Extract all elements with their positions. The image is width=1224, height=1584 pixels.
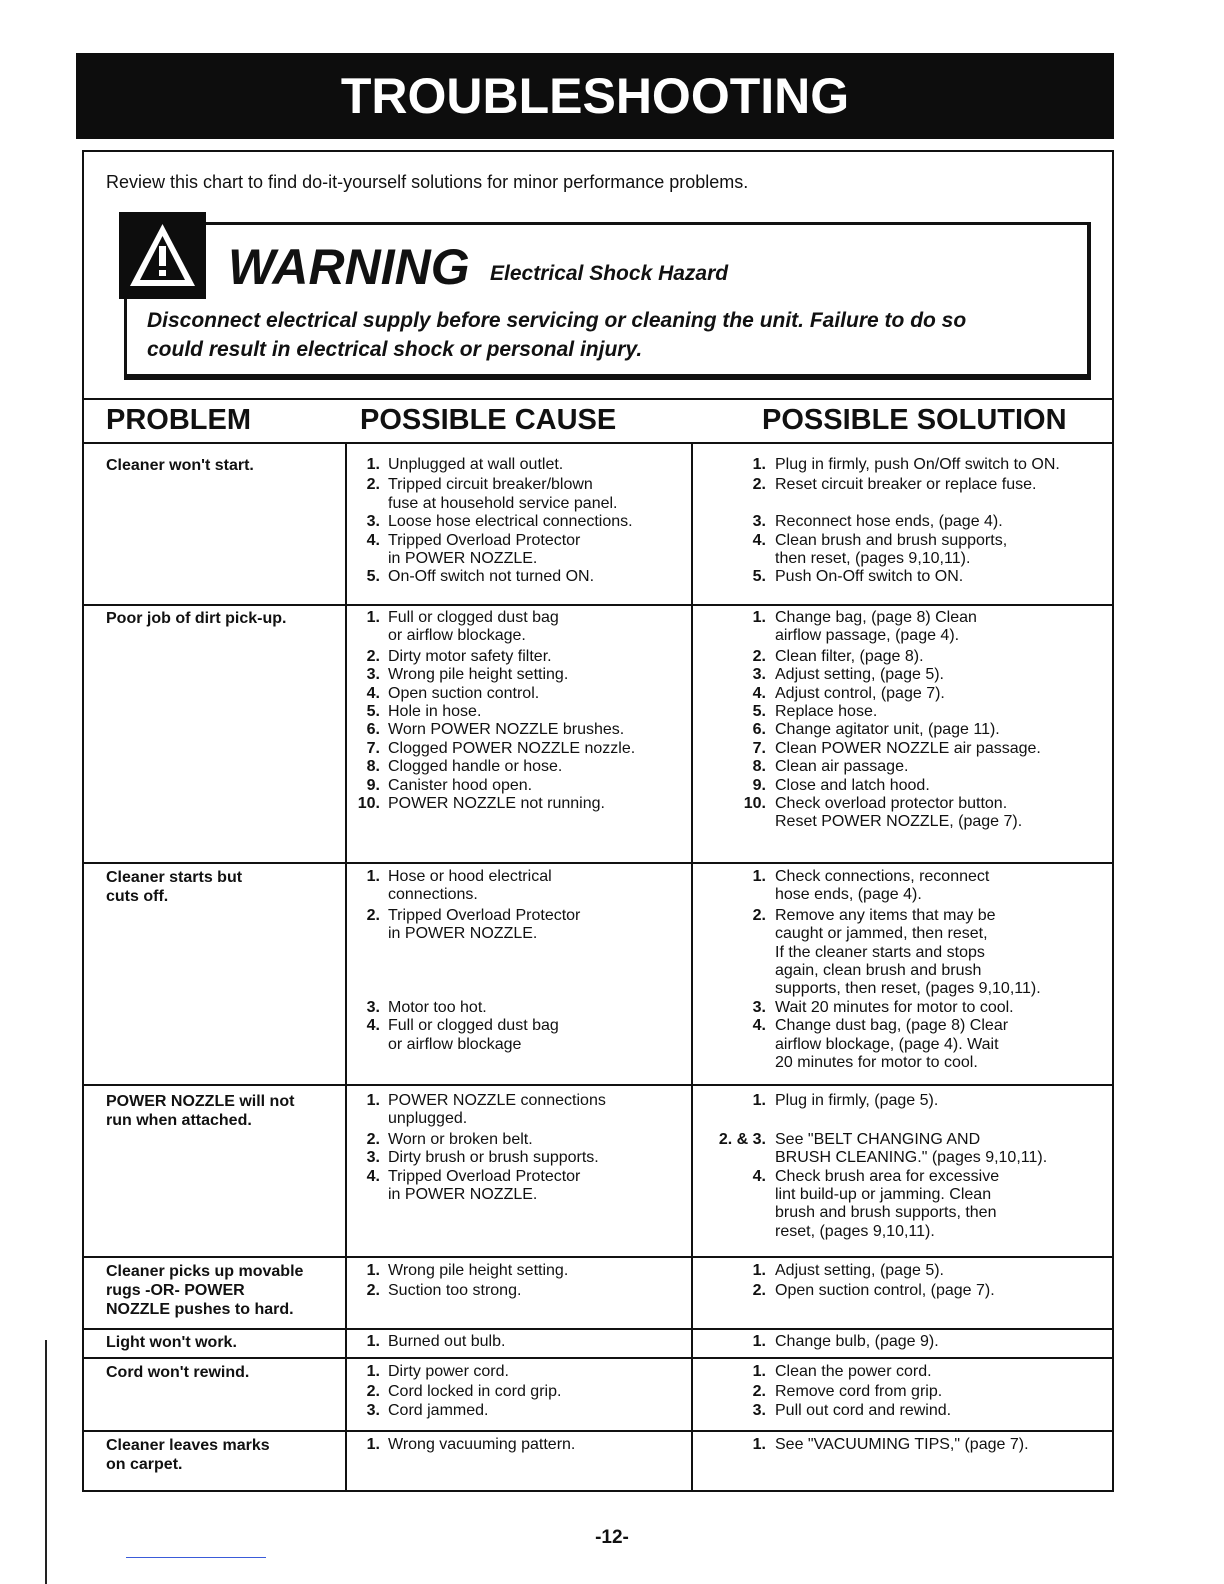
cause-text: Clogged handle or hose. — [388, 758, 563, 776]
cause-text: Cord jammed. — [388, 1401, 489, 1419]
solution-text: Wait 20 minutes for motor to cool. — [775, 998, 1014, 1016]
row-divider — [82, 604, 1114, 606]
solution-text: Check connections, reconnect — [775, 868, 990, 885]
cause-text: Motor too hot. — [388, 998, 487, 1016]
solution-text: Change agitator unit, (page 11). — [775, 721, 1000, 739]
solution-number: 9. — [752, 776, 766, 794]
header-problem: PROBLEM — [106, 404, 251, 436]
cause-number: 1. — [366, 456, 380, 473]
margin-mark — [45, 1340, 47, 1584]
cause-number: 10. — [357, 795, 380, 812]
solution-text: then reset, (pages 9,10,11). — [775, 550, 971, 567]
cause-number: 1. — [366, 1092, 380, 1109]
cause-text: Dirty brush or brush supports. — [388, 1149, 599, 1167]
solution-text: lint build-up or jamming. Clean — [775, 1186, 992, 1203]
solution-text: Clean the power cord. — [775, 1363, 932, 1380]
solution-text: supports, then reset, (pages 9,10,11). — [775, 980, 1041, 998]
cause-number: 5. — [366, 703, 380, 720]
warning-subtitle: Electrical Shock Hazard — [490, 262, 729, 285]
cause-text: fuse at household service panel. — [388, 494, 618, 512]
solution-text: BRUSH CLEANING." (pages 9,10,11). — [775, 1149, 1048, 1167]
solution-text: Clean air passage. — [775, 758, 909, 776]
warning-word: WARNING — [228, 239, 470, 295]
cause-number: 8. — [366, 758, 380, 776]
solution-text: Change dust bag, (page 8) Clear — [775, 1017, 1009, 1035]
solution-number: 5. — [752, 568, 766, 586]
problem-line: Cord won't rewind. — [106, 1364, 250, 1381]
cause-number: 3. — [366, 1401, 380, 1419]
cause-number: 2. — [366, 476, 380, 494]
solution-text: Clean filter, (page 8). — [775, 647, 924, 665]
solution-number: 1. — [752, 1092, 766, 1109]
cause-text: unplugged. — [388, 1110, 468, 1128]
solution-number: 2. — [752, 1383, 766, 1401]
problem-cell — [106, 456, 336, 475]
cause-text: Tripped Overload Protector — [388, 531, 581, 549]
cause-text: or airflow blockage — [388, 1035, 522, 1053]
intro-text: Review this chart to find do-it-yourself solutions for minor performance problems. — [106, 172, 749, 192]
cause-text: Cord locked in cord grip. — [388, 1383, 562, 1401]
solution-text: Remove any items that may be — [775, 906, 996, 924]
solution-text: Adjust control, (page 7). — [775, 684, 945, 702]
problem-line: Cleaner won't start. — [106, 457, 254, 474]
cause-text: Wrong vacuuming pattern. — [388, 1436, 576, 1453]
row-divider — [82, 862, 1114, 864]
row-divider — [82, 1328, 1114, 1330]
cause-number: 3. — [366, 1149, 380, 1167]
problem-cell — [106, 1092, 336, 1130]
cause-number: 1. — [366, 868, 380, 885]
cause-number: 1. — [366, 1262, 380, 1279]
cause-text: Hole in hose. — [388, 703, 482, 720]
margin-underline — [126, 1557, 266, 1558]
cause-number: 1. — [366, 1436, 380, 1453]
cause-number: 9. — [366, 776, 380, 794]
solution-number: 2. & 3. — [718, 1130, 766, 1148]
solution-number: 1. — [752, 1262, 766, 1279]
cause-text: Tripped Overload Protector — [388, 906, 581, 924]
cause-number: 1. — [366, 1363, 380, 1380]
problem-line: Cleaner starts but — [106, 869, 243, 886]
problem-line: on carpet. — [106, 1456, 183, 1473]
cause-text: Loose hose electrical connections. — [388, 513, 633, 531]
cause-number: 2. — [366, 1282, 380, 1300]
solution-number: 4. — [752, 684, 766, 702]
solution-text: caught or jammed, then reset, — [775, 925, 988, 943]
problem-line: cuts off. — [106, 888, 169, 905]
solution-text: Open suction control, (page 7). — [775, 1282, 995, 1300]
cause-number: 2. — [366, 1130, 380, 1148]
solution-text: again, clean brush and brush — [775, 962, 982, 979]
solution-number: 1. — [752, 456, 766, 473]
solution-text: Clean brush and brush supports, — [775, 531, 1008, 549]
solution-number: 7. — [752, 739, 766, 757]
warning-triangle-icon — [119, 212, 206, 299]
cause-number: 2. — [366, 1383, 380, 1401]
page-number: -12- — [595, 1527, 629, 1548]
cause-number: 2. — [366, 906, 380, 924]
solution-number: 6. — [752, 721, 766, 739]
page-title: TROUBLESHOOTING — [76, 53, 1114, 139]
solution-number: 3. — [752, 513, 766, 531]
solution-text: hose ends, (page 4). — [775, 886, 922, 904]
warning-body-line: Disconnect electrical supply before servicing or cleaning the unit. Failure to do so — [147, 309, 967, 332]
header-solution: POSSIBLE SOLUTION — [762, 404, 1067, 436]
problem-cell — [106, 1333, 336, 1352]
solution-text: Plug in firmly, (page 5). — [775, 1092, 939, 1109]
problem-line: NOZZLE pushes to hard. — [106, 1301, 294, 1318]
problem-line: Cleaner leaves marks — [106, 1437, 270, 1454]
cause-text: or airflow blockage. — [388, 627, 526, 645]
cause-number: 4. — [366, 531, 380, 549]
cause-text: Wrong pile height setting. — [388, 666, 569, 684]
problem-cell — [106, 1262, 336, 1319]
solution-text: Remove cord from grip. — [775, 1383, 943, 1401]
solution-number: 3. — [752, 998, 766, 1016]
solution-text: Adjust setting, (page 5). — [775, 666, 944, 684]
solution-text: See "VACUUMING TIPS," (page 7). — [775, 1436, 1029, 1453]
cause-text: Suction too strong. — [388, 1282, 522, 1300]
problem-line: POWER NOZZLE will not — [106, 1093, 295, 1110]
solution-number: 2. — [752, 1282, 766, 1300]
solution-number: 1. — [752, 609, 766, 626]
cause-number: 4. — [366, 1017, 380, 1035]
row-divider — [82, 442, 1114, 444]
cause-number: 4. — [366, 684, 380, 702]
cause-number: 3. — [366, 513, 380, 531]
solution-text: Close and latch hood. — [775, 776, 930, 794]
cause-text: in POWER NOZZLE. — [388, 925, 538, 943]
solution-number: 3. — [752, 666, 766, 684]
header-divider — [82, 398, 1114, 400]
solution-number: 1. — [752, 1436, 766, 1453]
solution-text: Change bulb, (page 9). — [775, 1333, 939, 1350]
solution-number: 4. — [752, 531, 766, 549]
cause-number: 1. — [366, 1333, 380, 1350]
solution-text: Adjust setting, (page 5). — [775, 1262, 944, 1279]
problem-cell — [106, 1363, 336, 1382]
cause-text: Worn POWER NOZZLE brushes. — [388, 721, 625, 739]
solution-text: Check overload protector button. — [775, 795, 1008, 812]
warning-body-line: could result in electrical shock or personal injury. — [147, 338, 643, 361]
cause-number: 1. — [366, 609, 380, 626]
problem-cell — [106, 1436, 336, 1474]
cause-number: 3. — [366, 998, 380, 1016]
solution-text: If the cleaner starts and stops — [775, 943, 985, 961]
solution-text: Push On-Off switch to ON. — [775, 568, 964, 586]
problem-line: run when attached. — [106, 1112, 252, 1129]
column-divider — [691, 442, 693, 1492]
solution-text: 20 minutes for motor to cool. — [775, 1054, 978, 1071]
problem-line: Light won't work. — [106, 1334, 237, 1351]
cause-text: in POWER NOZZLE. — [388, 550, 538, 567]
row-divider — [82, 1357, 1114, 1359]
row-divider — [82, 1430, 1114, 1432]
cause-text: Full or clogged dust bag — [388, 609, 559, 626]
solution-number: 5. — [752, 703, 766, 720]
cause-text: Dirty power cord. — [388, 1363, 509, 1380]
cause-number: 7. — [366, 739, 380, 757]
problem-line: rugs -OR- POWER — [106, 1282, 245, 1299]
solution-text: Plug in firmly, push On/Off switch to ON. — [775, 456, 1060, 473]
cause-number: 3. — [366, 666, 380, 684]
solution-text: Reset circuit breaker or replace fuse. — [775, 476, 1037, 494]
solution-number: 2. — [752, 476, 766, 494]
solution-text: See "BELT CHANGING AND — [775, 1130, 981, 1148]
problem-line: Cleaner picks up movable — [106, 1263, 304, 1280]
cause-text: Unplugged at wall outlet. — [388, 456, 564, 473]
problem-line: Poor job of dirt pick-up. — [106, 610, 287, 627]
cause-number: 4. — [366, 1167, 380, 1185]
cause-text: Burned out bulb. — [388, 1333, 506, 1350]
cause-text: Open suction control. — [388, 684, 540, 702]
row-divider — [82, 1256, 1114, 1258]
solution-number: 2. — [752, 906, 766, 924]
cause-number: 2. — [366, 647, 380, 665]
cause-text: Worn or broken belt. — [388, 1130, 533, 1148]
solution-text: brush and brush supports, then — [775, 1204, 997, 1222]
solution-number: 8. — [752, 758, 766, 776]
cause-text: Tripped Overload Protector — [388, 1167, 581, 1185]
row-divider — [82, 1084, 1114, 1086]
solution-number: 1. — [752, 1333, 766, 1350]
solution-number: 1. — [752, 1363, 766, 1380]
solution-text: Reconnect hose ends, (page 4). — [775, 513, 1003, 531]
solution-number: 1. — [752, 868, 766, 885]
problem-cell — [106, 868, 336, 906]
solution-text: Clean POWER NOZZLE air passage. — [775, 739, 1041, 757]
solution-text: Reset POWER NOZZLE, (page 7). — [775, 813, 1023, 831]
solution-text: airflow blockage, (page 4). Wait — [775, 1035, 999, 1053]
cause-text: On-Off switch not turned ON. — [388, 568, 595, 586]
solution-number: 4. — [752, 1017, 766, 1035]
cause-text: Hose or hood electrical — [388, 868, 552, 885]
cause-number: 5. — [366, 568, 380, 586]
header-cause: POSSIBLE CAUSE — [360, 404, 617, 436]
problem-cell — [106, 609, 336, 628]
solution-text: Replace hose. — [775, 703, 878, 720]
cause-text: Tripped circuit breaker/blown — [388, 476, 593, 494]
warning-body — [147, 306, 1082, 364]
cause-text: Canister hood open. — [388, 776, 533, 794]
solution-number: 4. — [752, 1167, 766, 1185]
solution-text: airflow passage, (page 4). — [775, 627, 960, 645]
cause-text: POWER NOZZLE connections — [388, 1092, 606, 1109]
solution-number: 2. — [752, 647, 766, 665]
cause-number: 6. — [366, 721, 380, 739]
cause-text: Full or clogged dust bag — [388, 1017, 559, 1035]
solution-text: Check brush area for excessive — [775, 1167, 1000, 1185]
solution-text: Pull out cord and rewind. — [775, 1401, 952, 1419]
cause-text: Clogged POWER NOZZLE nozzle. — [388, 739, 636, 757]
cause-text: POWER NOZZLE not running. — [388, 795, 605, 812]
solution-text: Change bag, (page 8) Clean — [775, 609, 977, 626]
solution-text: reset, (pages 9,10,11). — [775, 1222, 935, 1240]
solution-number: 10. — [743, 795, 766, 812]
solution-number: 3. — [752, 1401, 766, 1419]
cause-text: Wrong pile height setting. — [388, 1262, 569, 1279]
cause-text: in POWER NOZZLE. — [388, 1186, 538, 1203]
cause-text: connections. — [388, 886, 478, 904]
cause-text: Dirty motor safety filter. — [388, 647, 552, 665]
